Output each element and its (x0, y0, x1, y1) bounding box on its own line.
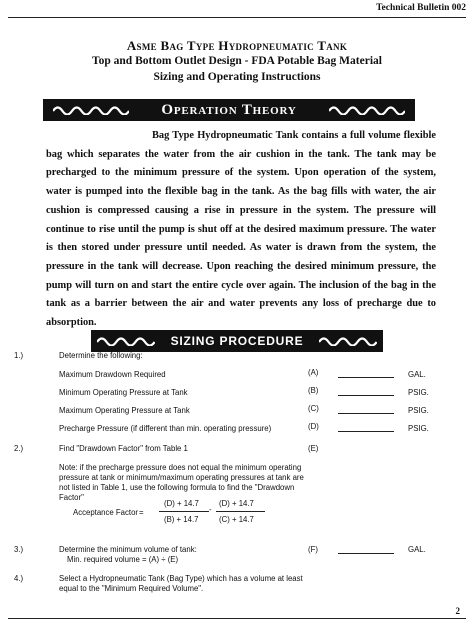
wave-ornament-left (53, 105, 129, 115)
page-number: 2 (455, 606, 460, 616)
fraction-bar (159, 511, 209, 512)
step-number: 1.) (14, 351, 24, 360)
wave-ornament-right (329, 105, 405, 115)
document-title: Asme Bag Type Hydropneumatic Tank (126, 38, 348, 53)
step-number: 2.) (14, 444, 24, 453)
operation-theory-banner (43, 99, 415, 121)
input-label: Maximum Operating Pressure at Tank (59, 406, 190, 415)
input-blank (338, 431, 394, 432)
input-code: (E) (308, 444, 319, 453)
note-line: Factor" (59, 493, 84, 502)
header-rule (8, 17, 466, 18)
formula-numerator: (D) + 14.7 (219, 499, 254, 508)
footer-rule (8, 618, 466, 619)
formula-label: Acceptance Factor (73, 508, 139, 517)
document-subtitle-2: Sizing and Operating Instructions (153, 71, 321, 83)
formula-minus: - (209, 505, 212, 514)
operation-theory-text: Bag Type Hydropneumatic Tank contains a full volume flexible bag which separates the water from the air cushion in the tank. The tank may be precharged to the minimum pressure of the system. Upon operation of the system, water is pumped into the flexible bag in the tank. As the bag fills with water, the air cushion is compressed causing a rise in pressure in the system. The pressure will continue to rise until the pump is shut off at the desired maximum pressure. The water is then stored under pressure until needed. As water is drawn from the system, the pressure in the tank will decrease. Upon reaching the desired minimum pressure, the pump will turn on and start the entire cycle over again. The inclusion of the bag in the tank as a barrier between the air and water prevents any loss of precharge due to absorption. (46, 130, 436, 329)
note-line: pressure at tank or minimum/maximum operating pressures at tank are (59, 473, 304, 482)
sizing-procedure-banner (91, 330, 383, 352)
note-line: not listed in Table 1, use the following formula to find the "Drawdown (59, 483, 295, 492)
input-unit: PSIG. (408, 406, 429, 415)
formula-denominator: (C) + 14.7 (219, 515, 254, 524)
formula-equals: = (139, 508, 144, 517)
bulletin-number: Technical Bulletin 002 (376, 3, 466, 13)
input-code: (B) (308, 386, 319, 395)
step-label: Determine the minimum volume of tank: (59, 545, 197, 554)
input-code: (F) (308, 545, 318, 554)
note-line: Note: if the precharge pressure does not equal the minimum operating (59, 463, 302, 472)
input-unit: PSIG. (408, 424, 429, 433)
input-code: (A) (308, 368, 319, 377)
step-formula: Min. required volume = (A) ÷ (E) (67, 555, 179, 564)
input-blank (338, 553, 394, 554)
input-label: Minimum Operating Pressure at Tank (59, 388, 188, 397)
input-code: (C) (308, 404, 319, 413)
step-label: Select a Hydropneumatic Tank (Bag Type) which has a volume at least (59, 574, 303, 583)
step-label: Find "Drawdown Factor" from Table 1 (59, 444, 188, 453)
input-code: (D) (308, 422, 319, 431)
input-blank (338, 413, 394, 414)
input-unit: GAL. (408, 370, 426, 379)
formula-denominator: (B) + 14.7 (164, 515, 199, 524)
step-number: 4.) (14, 574, 24, 583)
wave-ornament-right (319, 336, 377, 346)
step-label-2: equal to the "Minimum Required Volume". (59, 584, 204, 593)
input-unit: GAL. (408, 545, 426, 554)
fraction-bar (216, 511, 265, 512)
formula-numerator: (D) + 14.7 (164, 499, 199, 508)
wave-ornament-left (97, 336, 155, 346)
document-subtitle: Top and Bottom Outlet Design - FDA Potable Bag Material (92, 55, 382, 67)
input-label: Precharge Pressure (if different than min. operating pressure) (59, 424, 272, 433)
step-number: 3.) (14, 545, 24, 554)
step-label: Determine the following: (59, 351, 143, 360)
operation-theory-heading: Operation Theory (161, 101, 297, 118)
input-label: Maximum Drawdown Required (59, 370, 166, 379)
input-blank (338, 377, 394, 378)
input-unit: PSIG. (408, 388, 429, 397)
input-blank (338, 395, 394, 396)
sizing-procedure-heading: SIZING PROCEDURE (170, 334, 304, 348)
